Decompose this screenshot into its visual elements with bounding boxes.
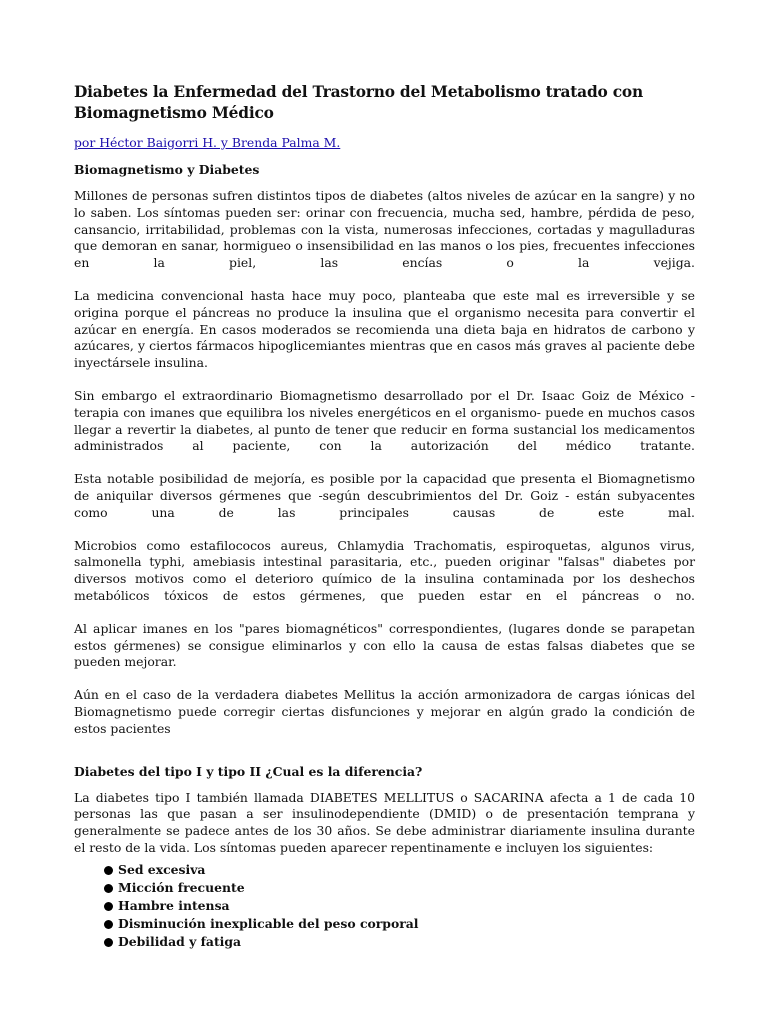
- section-heading-tipos: Diabetes del tipo I y tipo II ¿Cual es la diferencia?: [74, 763, 423, 779]
- list-item: Debilidad y fatiga: [104, 933, 695, 951]
- list-item: Disminución inexplicable del peso corporal: [104, 915, 695, 933]
- paragraph-tipo-1: La diabetes tipo I también llamada DIABETES MELLITUS o SACARINA afecta a 1 de cada 10 personas las que pasan a ser insulinodependiente (DMID) o de presentación temprana y generalmente se padece antes de los 30 años. Se debe administrar diariamente insulina durante el resto de la vida. Los síntomas pueden aparecer repentinamente e incluyen los siguientes:: [74, 789, 695, 855]
- list-item: Micción frecuente: [104, 879, 695, 897]
- paragraph-3: Sin embargo el extraordinario Biomagnetismo desarrollado por el Dr. Isaac Goiz de México -terapia con imanes que equilibra los niveles energéticos en el organismo- puede en muchos casos llegar a revertir la diabetes, al punto de tener que reducir en forma sustancial los medicamentos administrados al paciente, con la autorización del médico tratante.: [74, 387, 695, 454]
- list-item: Hambre intensa: [104, 897, 695, 915]
- symptom-list: [74, 861, 695, 951]
- paragraph-1: Millones de personas sufren distintos tipos de diabetes (altos niveles de azúcar en la sangre) y no lo saben. Los síntomas pueden ser: orinar con frecuencia, mucha sed, hambre, pérdida de peso, cansancio, irritabilidad, problemas con la vista, numerosas infecciones, cortadas y magulladuras que demoran en sanar, hormigueo o insensibilidad en las manos o los pies, frecuentes infecciones en la piel, las encías o la vejiga.: [74, 188, 695, 271]
- section-heading-biomagnetismo: Biomagnetismo y Diabetes: [74, 162, 260, 177]
- paragraph-2: La medicina convencional hasta hace muy poco, planteaba que este mal es irreversible y se origina porque el páncreas no produce la insulina que el organismo necesita para convertir el azúcar en energía. En casos moderados se recomienda una dieta baja en hidratos de carbono y azúcares, y ciertos fármacos hipoglicemiantes mientras que en casos más graves al paciente debe inyectársele insulina.: [74, 287, 695, 371]
- paragraph-6: Al aplicar imanes en los "pares biomagnéticos" correspondientes, (lugares donde se parapetan estos gérmenes) se consigue eliminarlos y con ello la causa de estas falsas diabetes que se pueden mejorar.: [74, 620, 695, 670]
- paragraph-7: Aún en el caso de la verdadera diabetes Mellitus la acción armonizadora de cargas iónicas del Biomagnetismo puede corregir ciertas disfunciones y mejorar en algún grado la condición de estos pacientes: [74, 687, 695, 736]
- paragraph-4: Esta notable posibilidad de mejoría, es posible por la capacidad que presenta el Biomagnetismo de aniquilar diversos gérmenes que -según descubrimientos del Dr. Goiz - están subyacentes como una de las principales causas de este mal.: [74, 471, 695, 520]
- list-item: Sed excesiva: [104, 861, 695, 879]
- article-title: Diabetes la Enfermedad del Trastorno del Metabolismo tratado con Biomagnetismo Médico: [74, 83, 643, 122]
- authors-link[interactable]: por Héctor Baigorri H. y Brenda Palma M.: [74, 135, 341, 150]
- paragraph-5: Microbios como estafilococos aureus, Chlamydia Trachomatis, espiroquetas, algunos virus, salmonella typhi, amebiasis intestinal parasitaria, etc., pueden originar "falsas" diabetes por diversos motivos como el deterioro químico de la insulina contaminada por los deshechos metabólicos tóxicos de estos gérmenes, que pueden estar en el páncreas o no.: [74, 537, 695, 603]
